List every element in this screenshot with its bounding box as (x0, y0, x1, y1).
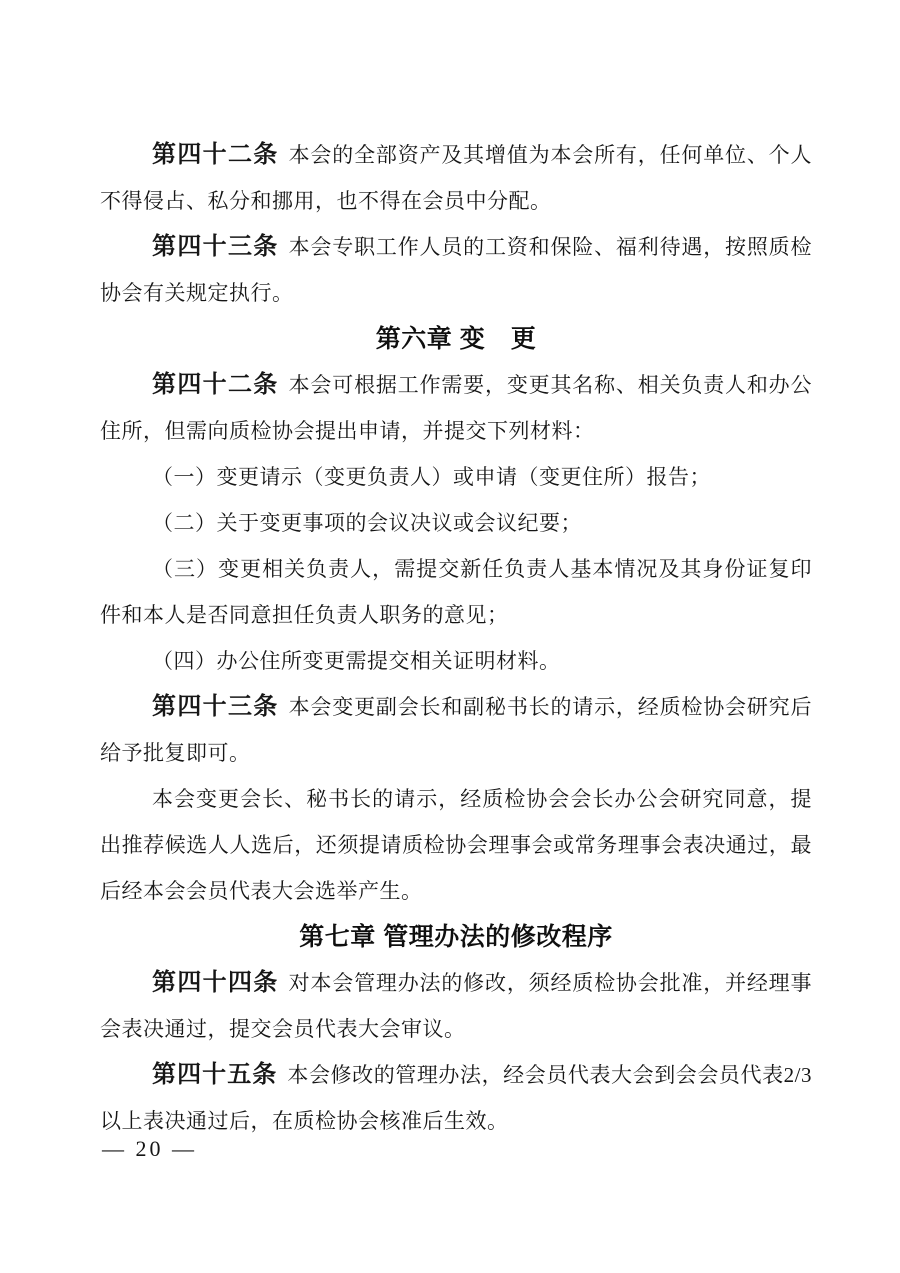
article-number: 第四十五条 (152, 1062, 278, 1088)
article-number: 第四十四条 (152, 970, 279, 996)
chapter-heading: 第六章 变 更 (375, 325, 537, 353)
article-text: 本会变更副会长和副秘书长的请示，经质检协会研究后给予批复即可。 (100, 695, 813, 765)
article-paragraph (100, 362, 812, 454)
article-text: 本会可根据工作需要，变更其名称、相关负责人和办公住所，但需向质检协会提出申请，并提交下列材料： (100, 373, 813, 443)
chapter-heading: 第七章 管理办法的修改程序 (299, 923, 613, 951)
list-item-paragraph: （四）办公住所变更需提交相关证明材料。 (152, 649, 561, 673)
article-number: 第四十三条 (152, 234, 279, 260)
article-paragraph (100, 960, 812, 1052)
body-paragraph: 本会变更会长、秘书长的请示，经质检协会会长办公会研究同意，提出推荐候选人人选后，还须提请质检协会理事会或常务理事会表决通过，最后经本会会员代表大会选举产生。 (100, 787, 812, 903)
article-text: 本会修改的管理办法，经会员代表大会到会会员代表2/3以上表决通过后，在质检协会核准后生效。 (100, 1063, 812, 1133)
document-content (100, 132, 812, 1144)
article-text: 对本会管理办法的修改，须经质检协会批准，并经理事会表决通过，提交会员代表大会审议。 (100, 971, 813, 1041)
article-number: 第四十二条 (152, 142, 279, 168)
page-number: — 20 — (102, 1136, 197, 1161)
article-paragraph (100, 684, 812, 776)
article-number: 第四十三条 (152, 694, 279, 720)
list-item-paragraph: （一）变更请示（变更负责人）或申请（变更住所）报告； (152, 465, 711, 489)
article-paragraph (100, 132, 812, 224)
article-text: 本会专职工作人员的工资和保险、福利待遇，按照质检协会有关规定执行。 (100, 235, 813, 305)
list-item-paragraph: （二）关于变更事项的会议决议或会议纪要； (152, 511, 582, 535)
article-paragraph (100, 224, 812, 316)
article-number: 第四十二条 (152, 372, 279, 398)
article-text: 本会的全部资产及其增值为本会所有，任何单位、个人不得侵占、私分和挪用，也不得在会员中分配。 (100, 143, 813, 213)
list-item-paragraph: （三）变更相关负责人，需提交新任负责人基本情况及其身份证复印件和本人是否同意担任负责人职务的意见； (100, 557, 812, 627)
article-paragraph (100, 1052, 812, 1144)
